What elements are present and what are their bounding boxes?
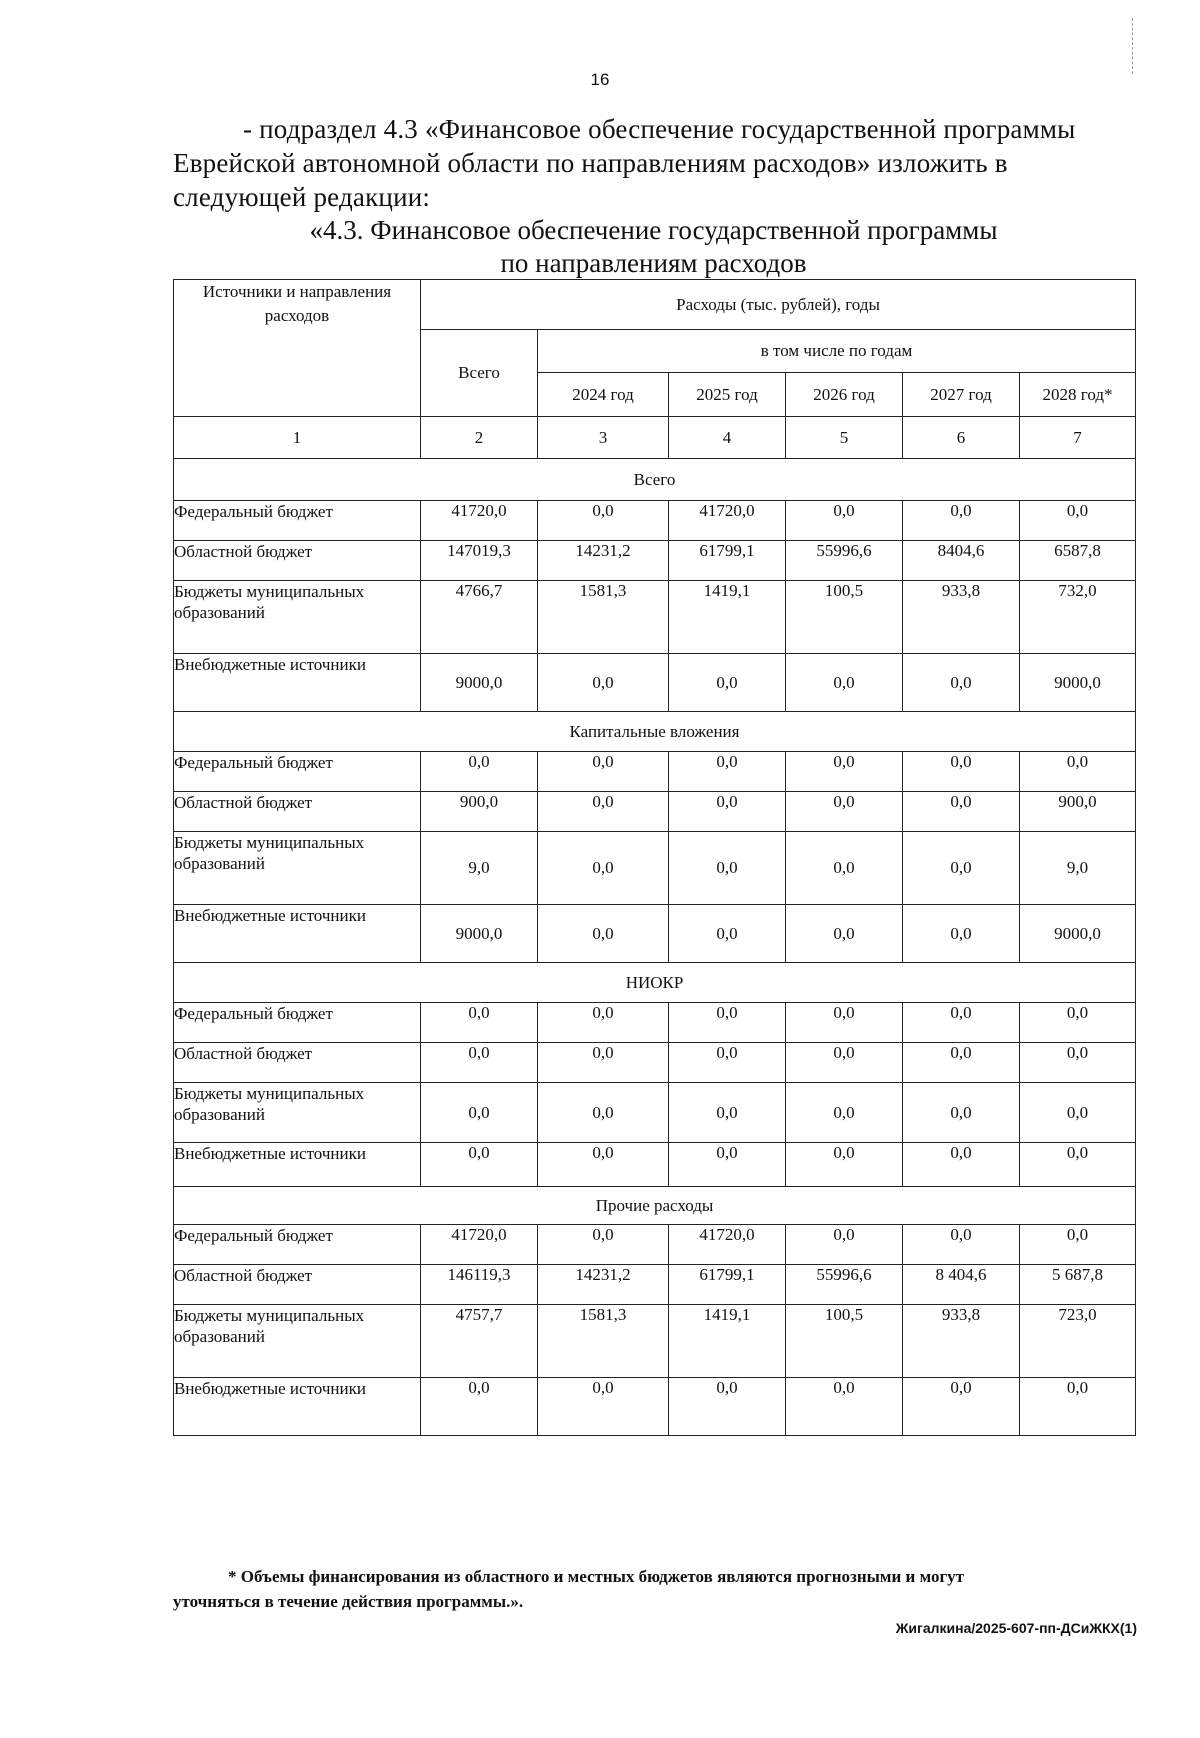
row-label: Федеральный бюджет	[174, 1225, 421, 1265]
cell-value: 100,5	[786, 1305, 903, 1378]
financing-table	[173, 279, 1136, 1436]
cell-value: 41720,0	[669, 501, 786, 541]
cell-value: 0,0	[421, 1378, 538, 1436]
row-label: Областной бюджет	[174, 1265, 421, 1305]
table-row	[174, 581, 1136, 654]
cell-value: 0,0	[903, 832, 1020, 905]
table-row	[174, 541, 1136, 581]
cell-value: 0,0	[786, 905, 903, 963]
footnote	[173, 1564, 1135, 1614]
cell-value: 8404,6	[903, 541, 1020, 581]
cell-value: 0,0	[903, 1003, 1020, 1043]
cell-value: 0,0	[1020, 752, 1136, 792]
cell-value: 0,0	[903, 1043, 1020, 1083]
row-label: Внебюджетные источники	[174, 1143, 421, 1187]
section-row	[174, 1187, 1136, 1225]
scan-edge-mark	[1132, 18, 1133, 74]
cell-value: 4757,7	[421, 1305, 538, 1378]
table-row	[174, 654, 1136, 712]
cell-value: 0,0	[669, 792, 786, 832]
cell-value: 14231,2	[538, 1265, 669, 1305]
cell-value: 41720,0	[421, 501, 538, 541]
cell-value: 0,0	[786, 501, 903, 541]
cell-value: 0,0	[786, 792, 903, 832]
section-title: Прочие расходы	[174, 1187, 1136, 1225]
table-row	[174, 1083, 1136, 1143]
cell-value: 41720,0	[669, 1225, 786, 1265]
cell-value: 4766,7	[421, 581, 538, 654]
header-year: 2027 год	[903, 373, 1020, 417]
table-row	[174, 501, 1136, 541]
row-label: Федеральный бюджет	[174, 1003, 421, 1043]
cell-value: 0,0	[786, 1083, 903, 1143]
table-row	[174, 1265, 1136, 1305]
section-title: Всего	[174, 459, 1136, 501]
cell-value: 0,0	[669, 1003, 786, 1043]
cell-value: 900,0	[1020, 792, 1136, 832]
cell-value: 0,0	[786, 752, 903, 792]
cell-value: 0,0	[538, 1143, 669, 1187]
cell-value: 55996,6	[786, 541, 903, 581]
cell-value: 0,0	[786, 1043, 903, 1083]
table-body	[174, 459, 1136, 1436]
row-label: Областной бюджет	[174, 1043, 421, 1083]
table-row	[174, 905, 1136, 963]
cell-value: 0,0	[903, 1143, 1020, 1187]
row-label: Областной бюджет	[174, 792, 421, 832]
cell-value: 0,0	[1020, 1003, 1136, 1043]
cell-value: 0,0	[669, 905, 786, 963]
intro-paragraph	[173, 112, 1134, 214]
header-by-years: в том числе по годам	[538, 330, 1136, 373]
cell-value: 9,0	[421, 832, 538, 905]
cell-value: 933,8	[903, 581, 1020, 654]
row-label: Федеральный бюджет	[174, 501, 421, 541]
cell-value: 0,0	[1020, 1083, 1136, 1143]
cell-value: 61799,1	[669, 1265, 786, 1305]
intro-line-3: следующей редакции:	[173, 182, 431, 212]
cell-value: 0,0	[903, 501, 1020, 541]
cell-value: 0,0	[538, 792, 669, 832]
page-number: 16	[590, 70, 610, 89]
cell-value: 0,0	[421, 1143, 538, 1187]
cell-value: 0,0	[1020, 501, 1136, 541]
cell-value: 0,0	[538, 501, 669, 541]
cell-value: 9000,0	[1020, 654, 1136, 712]
cell-value: 0,0	[903, 1083, 1020, 1143]
cell-value: 0,0	[421, 752, 538, 792]
header-column-numbers-row	[174, 417, 1136, 459]
cell-value: 0,0	[786, 1003, 903, 1043]
cell-value: 0,0	[903, 1378, 1020, 1436]
cell-value: 0,0	[669, 1083, 786, 1143]
column-number: 6	[903, 417, 1020, 459]
header-expenses: Расходы (тыс. рублей), годы	[421, 280, 1136, 330]
cell-value: 1419,1	[669, 1305, 786, 1378]
cell-value: 0,0	[903, 654, 1020, 712]
cell-value: 0,0	[786, 1378, 903, 1436]
section-row	[174, 459, 1136, 501]
footnote-line-1: * Объемы финансирования из областного и местных бюджетов являются прогнозными и могут	[228, 1567, 965, 1586]
cell-value: 14231,2	[538, 541, 669, 581]
column-number: 1	[174, 417, 421, 459]
cell-value: 0,0	[669, 654, 786, 712]
footnote-line-2: уточняться в течение действия программы.».	[173, 1592, 524, 1611]
cell-value: 0,0	[903, 792, 1020, 832]
intro-line-1: - подраздел 4.3 «Финансовое обеспечение государственной программы	[243, 114, 1076, 144]
cell-value: 0,0	[903, 752, 1020, 792]
row-label: Бюджеты муниципальных образований	[174, 1083, 421, 1143]
cell-value: 0,0	[421, 1043, 538, 1083]
cell-value: 0,0	[669, 1378, 786, 1436]
header-year: 2024 год	[538, 373, 669, 417]
cell-value: 0,0	[903, 1225, 1020, 1265]
cell-value: 55996,6	[786, 1265, 903, 1305]
row-label: Бюджеты муниципальных образований	[174, 581, 421, 654]
intro-line-2: Еврейской автономной области по направлениям расходов» изложить в	[173, 148, 1008, 178]
cell-value: 0,0	[538, 1225, 669, 1265]
cell-value: 8 404,6	[903, 1265, 1020, 1305]
cell-value: 1581,3	[538, 1305, 669, 1378]
column-number: 3	[538, 417, 669, 459]
cell-value: 0,0	[1020, 1143, 1136, 1187]
cell-value: 0,0	[786, 1225, 903, 1265]
cell-value: 732,0	[1020, 581, 1136, 654]
row-label: Бюджеты муниципальных образований	[174, 1305, 421, 1378]
cell-value: 0,0	[669, 752, 786, 792]
cell-value: 0,0	[786, 1143, 903, 1187]
cell-value: 9000,0	[421, 654, 538, 712]
cell-value: 0,0	[538, 1083, 669, 1143]
cell-value: 0,0	[538, 1003, 669, 1043]
cell-value: 0,0	[538, 1043, 669, 1083]
cell-value: 0,0	[1020, 1378, 1136, 1436]
cell-value: 900,0	[421, 792, 538, 832]
cell-value: 0,0	[786, 832, 903, 905]
cell-value: 0,0	[669, 1043, 786, 1083]
cell-value: 0,0	[538, 654, 669, 712]
table-row	[174, 832, 1136, 905]
cell-value: 146119,3	[421, 1265, 538, 1305]
header-total: Всего	[421, 330, 538, 417]
column-number: 4	[669, 417, 786, 459]
cell-value: 5 687,8	[1020, 1265, 1136, 1305]
table-row	[174, 792, 1136, 832]
section-row	[174, 963, 1136, 1003]
cell-value: 100,5	[786, 581, 903, 654]
cell-value: 6587,8	[1020, 541, 1136, 581]
cell-value: 9,0	[1020, 832, 1136, 905]
cell-value: 0,0	[1020, 1043, 1136, 1083]
column-number: 2	[421, 417, 538, 459]
row-label: Внебюджетные источники	[174, 905, 421, 963]
column-number: 7	[1020, 417, 1136, 459]
cell-value: 41720,0	[421, 1225, 538, 1265]
cell-value: 61799,1	[669, 541, 786, 581]
cell-value: 9000,0	[421, 905, 538, 963]
table-header	[174, 280, 1136, 459]
section-title: НИОКР	[174, 963, 1136, 1003]
cell-value: 933,8	[903, 1305, 1020, 1378]
cell-value: 0,0	[421, 1003, 538, 1043]
cell-value: 0,0	[538, 1378, 669, 1436]
row-label: Федеральный бюджет	[174, 752, 421, 792]
row-label: Внебюджетные источники	[174, 1378, 421, 1436]
section-row	[174, 712, 1136, 752]
cell-value: 0,0	[669, 1143, 786, 1187]
cell-value: 147019,3	[421, 541, 538, 581]
cell-value: 0,0	[421, 1083, 538, 1143]
header-year: 2028 год*	[1020, 373, 1136, 417]
document-code: Жигалкина/2025-607-пп-ДСиЖКХ(1)	[895, 1620, 1137, 1636]
cell-value: 0,0	[669, 832, 786, 905]
row-label: Бюджеты муниципальных образований	[174, 832, 421, 905]
table-row	[174, 1143, 1136, 1187]
header-year: 2025 год	[669, 373, 786, 417]
cell-value: 0,0	[903, 905, 1020, 963]
row-label: Областной бюджет	[174, 541, 421, 581]
section-title-line-2: по направлениям расходов	[500, 248, 807, 278]
section-title: Капитальные вложения	[174, 712, 1136, 752]
cell-value: 0,0	[538, 832, 669, 905]
cell-value: 0,0	[538, 905, 669, 963]
row-label: Внебюджетные источники	[174, 654, 421, 712]
table-row	[174, 752, 1136, 792]
table-row	[174, 1003, 1136, 1043]
table-row	[174, 1378, 1136, 1436]
section-title-line-1: «4.3. Финансовое обеспечение государственной программы	[309, 215, 998, 245]
cell-value: 9000,0	[1020, 905, 1136, 963]
cell-value: 0,0	[786, 654, 903, 712]
column-number: 5	[786, 417, 903, 459]
header-year: 2026 год	[786, 373, 903, 417]
cell-value: 1419,1	[669, 581, 786, 654]
table-row	[174, 1305, 1136, 1378]
table-row	[174, 1225, 1136, 1265]
cell-value: 0,0	[1020, 1225, 1136, 1265]
cell-value: 1581,3	[538, 581, 669, 654]
cell-value: 0,0	[538, 752, 669, 792]
header-source-col: Источники и направления расходов	[174, 280, 421, 417]
table-row	[174, 1043, 1136, 1083]
cell-value: 723,0	[1020, 1305, 1136, 1378]
